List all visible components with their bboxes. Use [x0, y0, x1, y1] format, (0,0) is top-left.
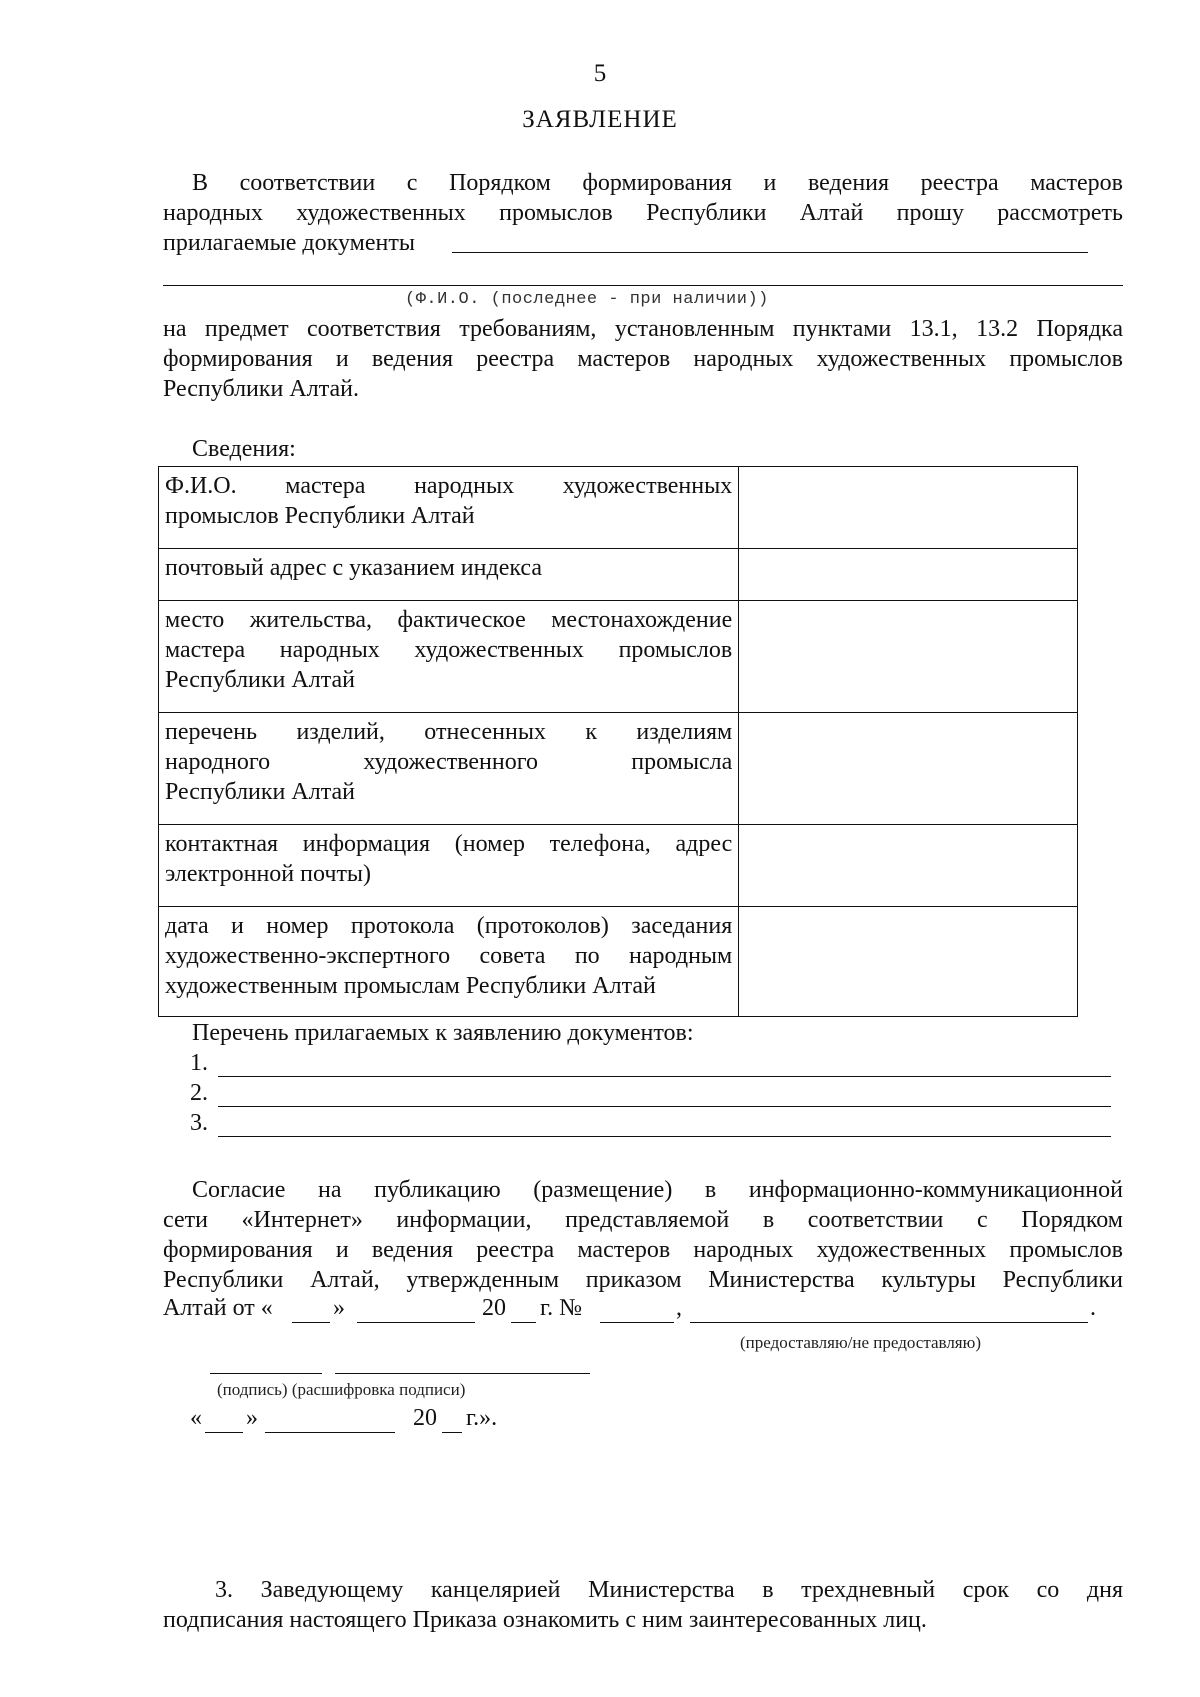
- order-date-prefix: Алтай от «: [163, 1295, 273, 1321]
- row-label-line: мастера народных художественных промыслов: [165, 637, 733, 663]
- signature-date-suffix: г.».: [466, 1405, 498, 1431]
- row-label-contacts: [159, 825, 739, 907]
- fio-fill-line[interactable]: [163, 285, 1123, 286]
- intro-line-2: народных художественных промыслов Республики Алтай прошу рассмотреть: [163, 200, 1123, 226]
- signature-decoding-fill-line[interactable]: [335, 1373, 590, 1374]
- row-label-fio: [159, 467, 739, 549]
- order-year-prefix: 20: [482, 1295, 506, 1321]
- signature-year-prefix: 20: [413, 1405, 437, 1431]
- signature-date-open-quote: «: [190, 1405, 202, 1431]
- fio-caption: (Ф.И.О. (последнее - при наличии)): [405, 290, 769, 309]
- order-number-fill-line[interactable]: [600, 1322, 674, 1323]
- signature-date-close-quote: »: [246, 1405, 258, 1431]
- row-label-protocol: [159, 907, 739, 1017]
- row-label-line: перечень изделий, отнесенных к изделиям: [165, 719, 733, 745]
- row-label-line: контактная информация (номер телефона, адрес: [165, 831, 733, 857]
- documents-list-item-2: 2.: [190, 1080, 208, 1106]
- row-label-line: Республики Алтай: [165, 667, 355, 693]
- order-comma: ,: [676, 1295, 682, 1321]
- table-row: [159, 825, 1078, 907]
- page-number: 5: [593, 60, 607, 87]
- row-value-postal-address[interactable]: [739, 549, 1078, 601]
- continuation-line-1: на предмет соответствия требованиям, установленным пунктами 13.1, 13.2 Порядка: [163, 316, 1123, 342]
- row-label-line: народного художественного промысла: [165, 749, 733, 775]
- consent-line-1: Согласие на публикацию (размещение) в информационно-коммуникационной: [192, 1177, 1123, 1203]
- row-value-contacts[interactable]: [739, 825, 1078, 907]
- signature-caption: (подпись) (расшифровка подписи): [217, 1380, 466, 1399]
- consent-paragraph: [163, 1175, 1123, 1295]
- intro-line-1: В соответствии с Порядком формирования и ведения реестра мастеров: [192, 170, 1123, 196]
- row-label-line: промыслов Республики Алтай: [165, 503, 475, 529]
- row-value-protocol[interactable]: [739, 907, 1078, 1017]
- table-row: [159, 467, 1078, 549]
- row-label-line: дата и номер протокола (протоколов) заседания: [165, 913, 733, 939]
- table-row: [159, 549, 1078, 601]
- signature-fill-line[interactable]: [210, 1373, 322, 1374]
- row-label-line: Ф.И.О. мастера народных художественных: [165, 473, 733, 499]
- order-month-fill-line[interactable]: [357, 1322, 475, 1323]
- signature-day-fill-line[interactable]: [205, 1432, 243, 1433]
- final-paragraph: [163, 1575, 1123, 1635]
- row-label-line: художественно-экспертного совета по народным: [165, 943, 733, 969]
- consent-choice-caption: (предоставляю/не предоставляю): [740, 1333, 981, 1352]
- final-line-1: 3. Заведующему канцелярией Министерства в трехдневный срок со дня: [215, 1577, 1123, 1603]
- table-row: [159, 601, 1078, 713]
- row-value-residence[interactable]: [739, 601, 1078, 713]
- document-3-fill-line[interactable]: [218, 1136, 1111, 1137]
- signature-month-fill-line[interactable]: [265, 1432, 395, 1433]
- order-period: .: [1090, 1295, 1096, 1321]
- row-label-line: электронной почты): [165, 861, 372, 887]
- documents-list-title: Перечень прилагаемых к заявлению документов:: [192, 1020, 694, 1046]
- documents-fill-line[interactable]: [452, 252, 1088, 253]
- order-day-fill-line[interactable]: [292, 1322, 330, 1323]
- continuation-line-2: формирования и ведения реестра мастеров народных художественных промыслов: [163, 346, 1123, 372]
- document-1-fill-line[interactable]: [218, 1076, 1111, 1077]
- row-label-line: место жительства, фактическое местонахождение: [165, 607, 733, 633]
- row-label-products: [159, 713, 739, 825]
- order-number-label: г. №: [540, 1295, 583, 1321]
- documents-list-item-1: 1.: [190, 1050, 208, 1076]
- order-year-fill-line[interactable]: [511, 1322, 536, 1323]
- row-label-line: почтовый адрес с указанием индекса: [165, 555, 543, 581]
- document-title: ЗАЯВЛЕНИЕ: [522, 106, 678, 133]
- row-label-line: Республики Алтай: [165, 779, 355, 805]
- table-row: [159, 713, 1078, 825]
- intro-line-3: прилагаемые документы: [163, 230, 415, 256]
- signature-year-fill-line[interactable]: [442, 1432, 462, 1433]
- document-2-fill-line[interactable]: [218, 1106, 1111, 1107]
- intro-paragraph: [163, 168, 1123, 258]
- order-date-quote-close: »: [333, 1295, 345, 1321]
- continuation-line-3: Республики Алтай.: [163, 376, 359, 402]
- row-label-postal-address: [159, 549, 739, 601]
- consent-choice-fill-line[interactable]: [690, 1322, 1088, 1323]
- consent-line-2: сети «Интернет» информации, представляемой в соответствии с Порядком: [163, 1207, 1123, 1233]
- row-label-residence: [159, 601, 739, 713]
- table-row: [159, 907, 1078, 1017]
- row-value-fio[interactable]: [739, 467, 1078, 549]
- svedeniya-label: Сведения:: [192, 436, 296, 462]
- info-table: [158, 466, 1078, 1017]
- consent-line-4: Республики Алтай, утвержденным приказом Министерства культуры Республики: [163, 1267, 1123, 1293]
- consent-line-3: формирования и ведения реестра мастеров народных художественных промыслов: [163, 1237, 1123, 1263]
- row-label-line: художественным промыслам Республики Алтай: [165, 973, 656, 999]
- final-line-2: подписания настоящего Приказа ознакомить с ним заинтересованных лиц.: [163, 1607, 927, 1633]
- continuation-paragraph: [163, 314, 1123, 404]
- documents-list-item-3: 3.: [190, 1110, 208, 1136]
- row-value-products[interactable]: [739, 713, 1078, 825]
